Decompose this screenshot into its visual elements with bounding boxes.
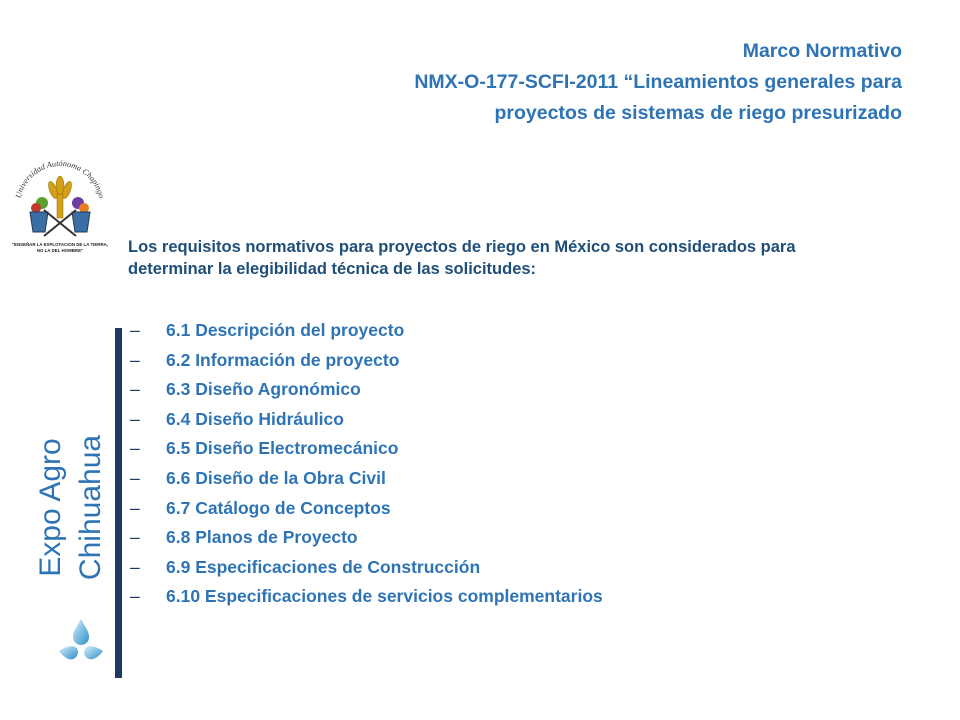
list-item: – 6.3 Diseño Agronómico [130,379,361,400]
list-item: – 6.7 Catálogo de Conceptos [130,497,391,518]
requirements-list [130,316,603,612]
list-item: – 6.10 Especificaciones de servicios complementarios [130,586,603,607]
list-item: – 6.6 Diseño de la Obra Civil [130,467,386,488]
title-line-3: proyectos de sistemas de riego presurizado [494,102,902,124]
list-item: – 6.1 Descripción del proyecto [130,320,405,340]
title-line-2: NMX-O-177-SCFI-2011 “Lineamientos generales para [414,71,902,93]
list-item: – 6.2 Información de proyecto [130,349,400,370]
list-item: – 6.9 Especificaciones de Construcción [130,556,481,577]
side-title-line-1: Expo Agro [34,438,67,577]
side-title [26,420,116,595]
list-item: – 6.4 Diseño Hidráulico [130,408,344,429]
vertical-divider [115,328,122,678]
seal-ring-text: Universidad Autónoma Chapingo [13,158,107,200]
title-line-1: Marco Normativo [742,40,902,62]
seal-motto-2: NO LA DEL HOMBRE" [36,248,84,253]
list-item: – 6.8 Planos de Proyecto [130,527,358,548]
university-seal-icon [8,148,112,260]
intro-paragraph: Los requisitos normativos para proyectos de riego en México son considerados para determinar la elegibilidad técnica de las solicitudes: [128,238,796,278]
side-title-line-2: Chihuahua [74,434,107,581]
seal-motto-1: "ENSEÑAR LA EXPLOTACION DE LA TIERRA, [11,242,109,247]
slide-title [202,36,902,129]
water-drops-icon [55,617,107,663]
list-item: – 6.5 Diseño Electromecánico [130,438,399,459]
